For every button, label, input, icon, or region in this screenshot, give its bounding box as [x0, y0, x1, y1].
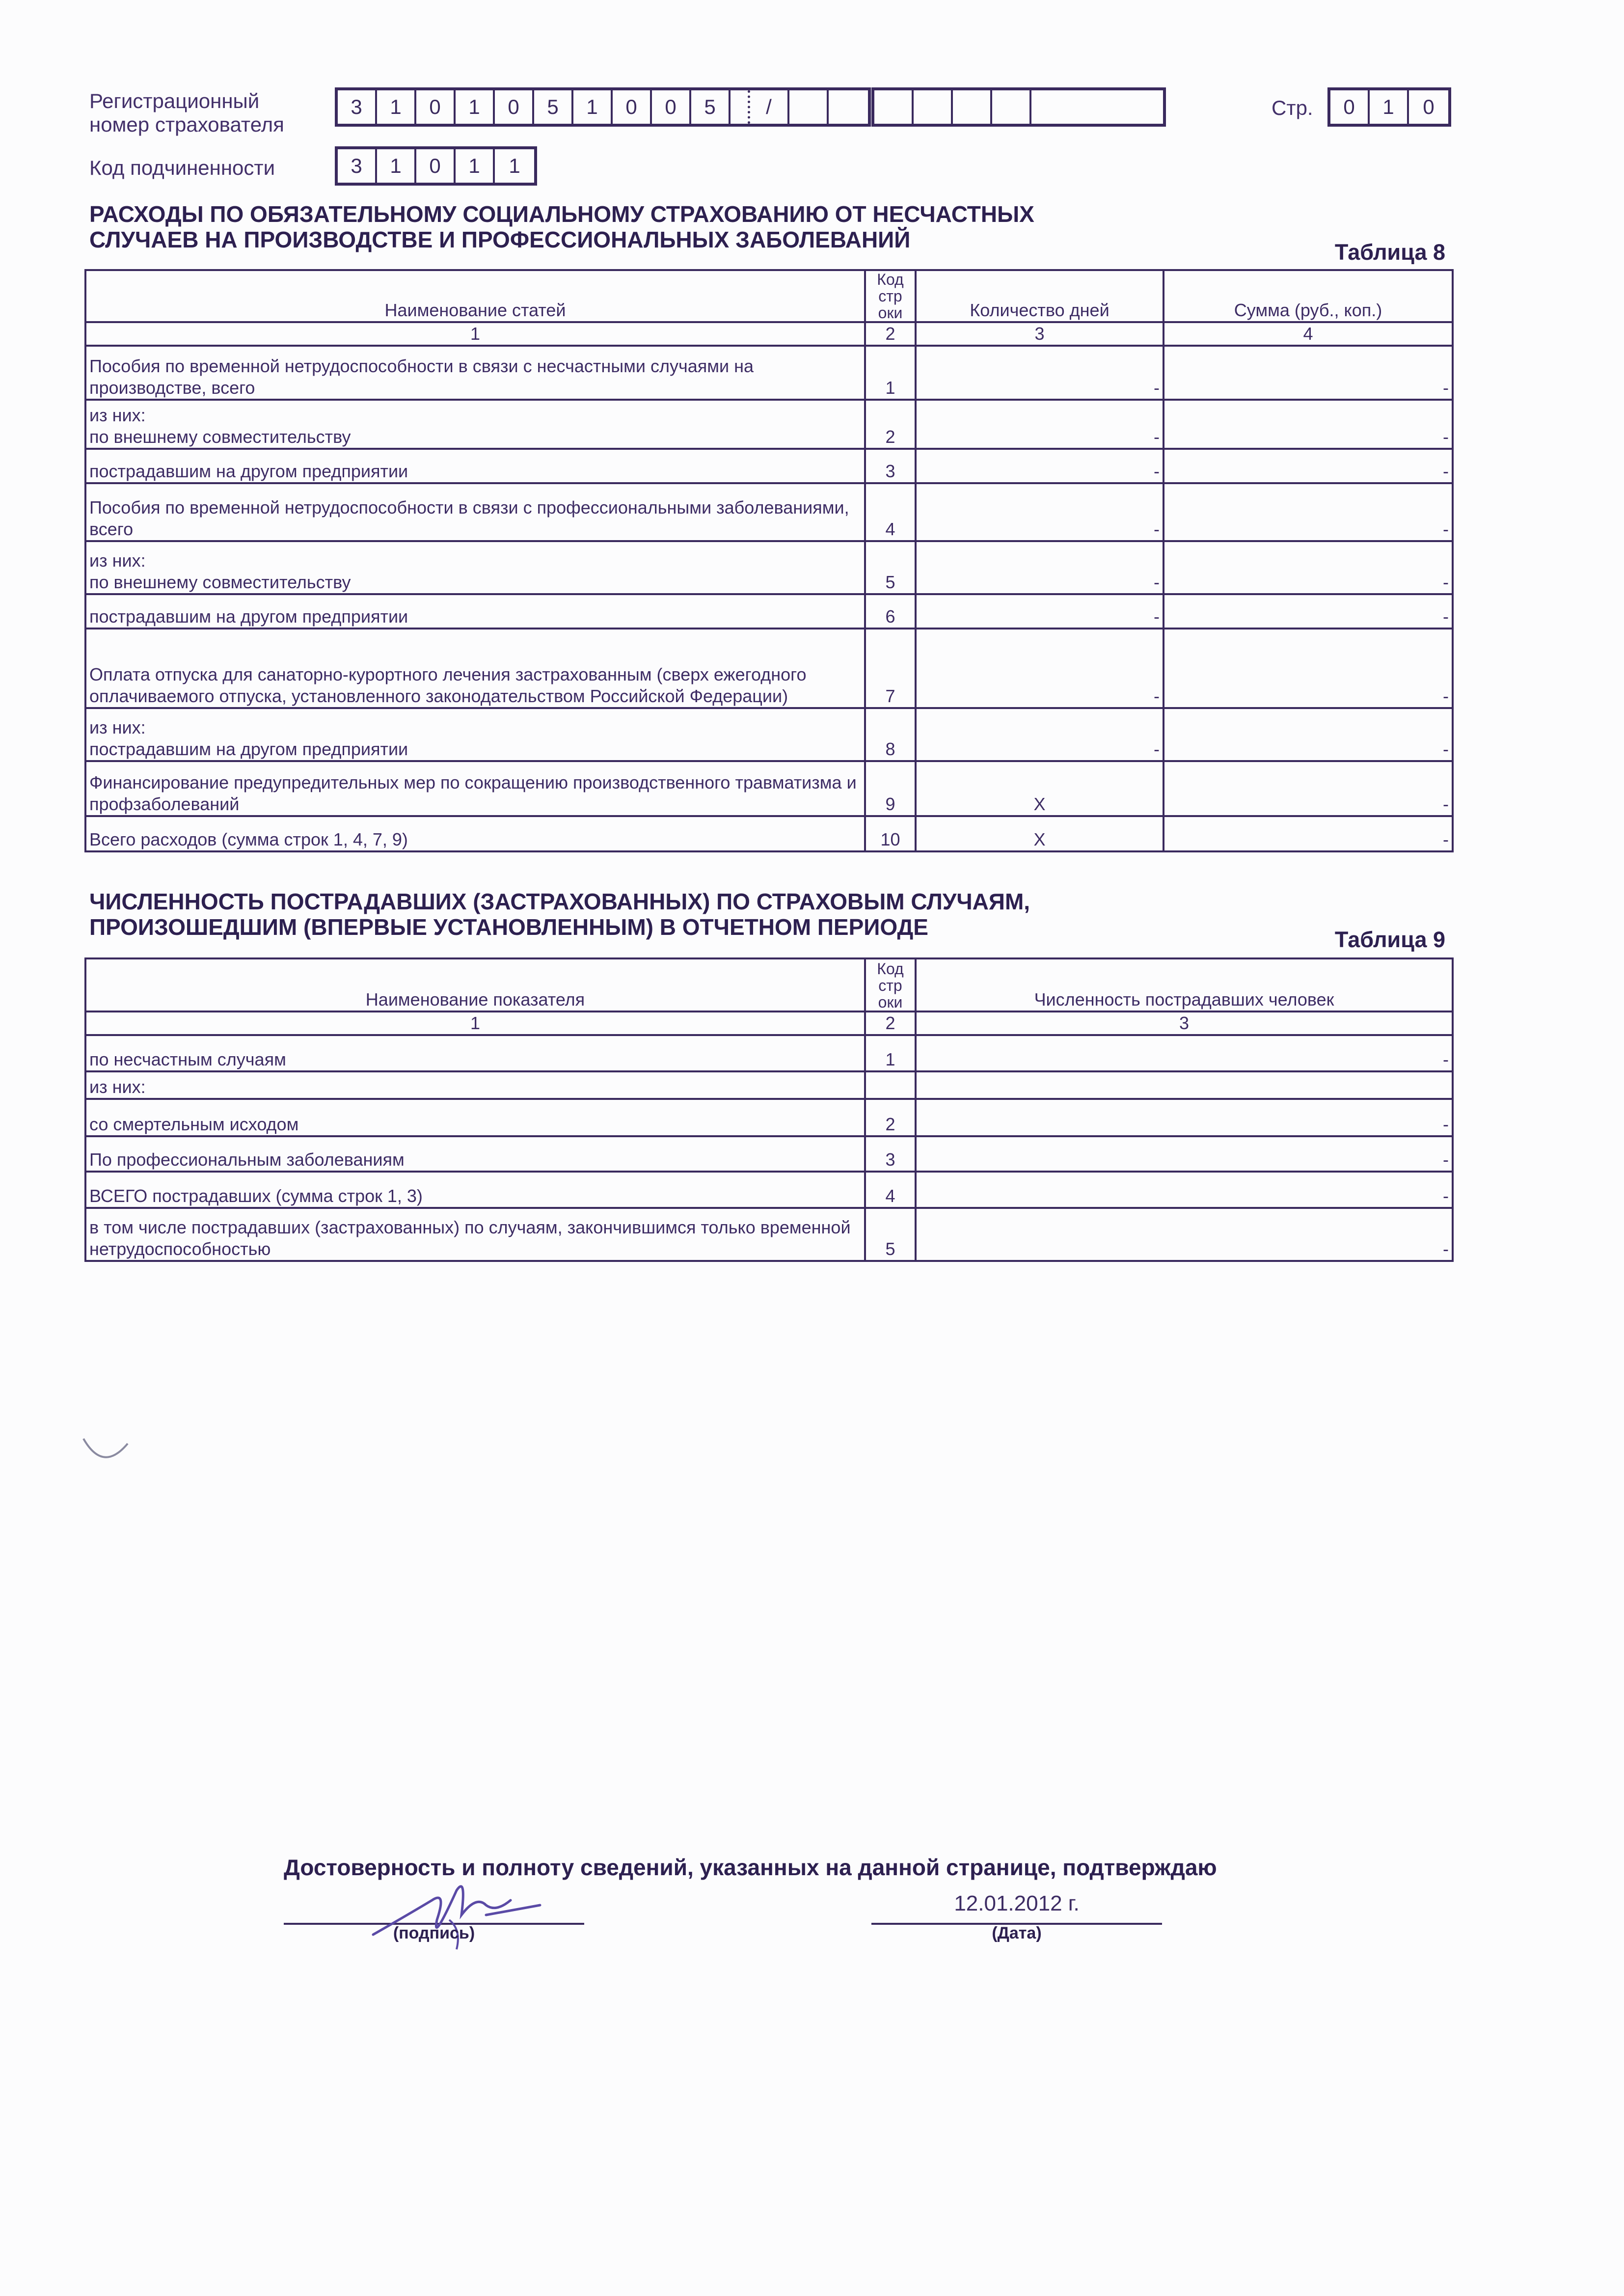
table9-row — [85, 1172, 1453, 1208]
table8-row-code: 1 — [865, 346, 916, 400]
table9-row-code: 4 — [865, 1172, 916, 1208]
table8-title — [89, 201, 1034, 252]
table8-row-code: 5 — [865, 541, 916, 594]
page-label: Стр. — [1272, 96, 1313, 119]
table9-title — [89, 889, 1030, 940]
table8-row-days: X — [916, 816, 1164, 851]
table8-row-code: 7 — [865, 629, 916, 708]
reg-digit: 3 — [338, 90, 377, 124]
reg-digit: 0 — [652, 90, 691, 124]
table8-colnum: 4 — [1164, 322, 1453, 346]
table8-row-name-line1: из них: — [89, 405, 146, 425]
date-caption: (Дата) — [992, 1924, 1042, 1942]
reg-empty-box — [992, 90, 1031, 124]
table8-header-days: Количество дней — [916, 270, 1164, 322]
table8-row-days[interactable]: - — [916, 629, 1164, 708]
table8-row-name: Всего расходов (сумма строк 1, 4, 7, 9) — [85, 816, 865, 851]
table8-row-sum[interactable]: - — [1164, 483, 1453, 541]
table9-header-row — [85, 958, 1453, 1011]
table9-row-name: По профессиональным заболеваниям — [85, 1136, 865, 1172]
sub-digit: 3 — [338, 149, 377, 183]
table8-row-days[interactable]: - — [916, 449, 1164, 483]
table8-colnum: 3 — [916, 322, 1164, 346]
table9 — [84, 957, 1454, 1262]
table8-row — [85, 594, 1453, 629]
reg-digit: 5 — [534, 90, 573, 124]
reg-digit: 1 — [377, 90, 416, 124]
table9-row — [85, 1208, 1453, 1261]
reg-empty-box — [789, 90, 829, 124]
table8-row — [85, 541, 1453, 594]
table9-colnum: 1 — [85, 1011, 865, 1035]
table8-row — [85, 449, 1453, 483]
table9-row-code — [865, 1071, 916, 1099]
table8-row-sum[interactable]: - — [1164, 629, 1453, 708]
confirmation-text: Достоверность и полноту сведений, указанных на данной странице, подтверждаю — [284, 1855, 1217, 1880]
table8-row-sum[interactable]: - — [1164, 449, 1453, 483]
table9-colnum: 2 — [865, 1011, 916, 1035]
table8-row-name — [85, 708, 865, 761]
table8-row-sum[interactable]: - — [1164, 346, 1453, 400]
reg-digit: 0 — [416, 90, 456, 124]
sub-code-label: Код подчиненности — [89, 156, 275, 179]
sub-code-boxes[interactable] — [335, 146, 537, 186]
page-number-boxes[interactable] — [1327, 87, 1451, 127]
table9-row — [85, 1035, 1453, 1071]
table8-row-days[interactable]: - — [916, 483, 1164, 541]
table9-row-code: 2 — [865, 1099, 916, 1136]
reg-empty-box — [1031, 90, 1163, 124]
reg-dotted-divider — [731, 90, 750, 124]
table8-row — [85, 761, 1453, 816]
table9-header-count: Численность пострадавших человек — [916, 958, 1453, 1011]
table8-row-name: пострадавшим на другом предприятии — [85, 449, 865, 483]
reg-label-line2: номер страхователя — [89, 113, 284, 136]
table8-row — [85, 346, 1453, 400]
table9-row-name: из них: — [85, 1071, 865, 1099]
reg-empty-box — [953, 90, 992, 124]
table9-row-code: 1 — [865, 1035, 916, 1071]
reg-digit: 1 — [573, 90, 613, 124]
table9-row-name: со смертельным исходом — [85, 1099, 865, 1136]
table9-title-line1: ЧИСЛЕННОСТЬ ПОСТРАДАВШИХ (ЗАСТРАХОВАННЫХ) ПО СТРАХОВЫМ СЛУЧАЯМ, — [89, 889, 1030, 914]
table8-row-days[interactable]: - — [916, 708, 1164, 761]
table9-row-value — [916, 1071, 1453, 1099]
table8-row-code: 10 — [865, 816, 916, 851]
table8-row — [85, 816, 1453, 851]
table8-row-code: 2 — [865, 400, 916, 449]
sub-digit: 1 — [377, 149, 416, 183]
table8-row-days: X — [916, 761, 1164, 816]
table9-colnum: 3 — [916, 1011, 1453, 1035]
table8-row-code: 6 — [865, 594, 916, 629]
table8-row-code: 3 — [865, 449, 916, 483]
table9-header-name: Наименование показателя — [85, 958, 865, 1011]
table8-colnum-row — [85, 322, 1453, 346]
table9-row — [85, 1099, 1453, 1136]
reg-separator: / — [750, 90, 789, 124]
reg-digit: 0 — [613, 90, 652, 124]
reg-digit: 0 — [495, 90, 534, 124]
table8-row-days[interactable]: - — [916, 541, 1164, 594]
page-digit: 1 — [1370, 90, 1409, 124]
table8-row-name: Оплата отпуска для санаторно-курортного лечения застрахованным (сверх ежегодного оплачиваемого отпуска, установленного законодательством Российской Федерации) — [85, 629, 865, 708]
sub-digit: 1 — [509, 154, 520, 177]
table8-row-sum[interactable]: - — [1164, 708, 1453, 761]
reg-digit: 5 — [691, 90, 731, 124]
table8-row-name: Пособия по временной нетрудоспособности в связи с несчастными случаями на производстве, всего — [85, 346, 865, 400]
table8-title-line1: РАСХОДЫ ПО ОБЯЗАТЕЛЬНОМУ СОЦИАЛЬНОМУ СТРАХОВАНИЮ ОТ НЕСЧАСТНЫХ — [89, 201, 1034, 227]
table9-row-name: в том числе пострадавших (застрахованных) по случаям, закончившимся только временной нетрудоспособностью — [85, 1208, 865, 1261]
table8-row-sum[interactable]: - — [1164, 816, 1453, 851]
table8-row-name-line1: из них: — [89, 717, 146, 738]
table9-row-code: 5 — [865, 1208, 916, 1261]
table8-row-name-line2: пострадавшим на другом предприятии — [89, 739, 408, 759]
table8 — [84, 269, 1454, 852]
page-digit: 0 — [1330, 90, 1370, 124]
reg-extra-boxes[interactable] — [871, 87, 1166, 127]
table8-row-days[interactable]: - — [916, 400, 1164, 449]
table9-number: Таблица 9 — [1334, 927, 1445, 952]
table8-row-name: пострадавшим на другом предприятии — [85, 594, 865, 629]
punch-hole-mark — [74, 1419, 137, 1473]
table8-row — [85, 483, 1453, 541]
table8-row-code: 9 — [865, 761, 916, 816]
table9-row-value[interactable]: - — [916, 1136, 1453, 1172]
sub-digit: 1 — [456, 149, 495, 183]
reg-empty-box — [914, 90, 953, 124]
table9-row — [85, 1071, 1453, 1099]
reg-empty-box — [829, 90, 868, 124]
table8-row-name-line2: по внешнему совместительству — [89, 572, 351, 592]
table8-number: Таблица 8 — [1334, 240, 1445, 265]
table9-colnum-row — [85, 1011, 1453, 1035]
table9-header-code: Код стр оки — [865, 958, 916, 1011]
table8-header-code: Код стр оки — [865, 270, 916, 322]
table8-row-name-line2: по внешнему совместительству — [89, 427, 351, 447]
sub-digit: 0 — [416, 149, 456, 183]
table9-title-line2: ПРОИЗОШЕДШИМ (ВПЕРВЫЕ УСТАНОВЛЕННЫМ) В ОТЧЕТНОМ ПЕРИОДЕ — [89, 914, 928, 940]
table8-header-row — [85, 270, 1453, 322]
signature-caption: (подпись) — [393, 1924, 475, 1942]
table8-header-name: Наименование статей — [85, 270, 865, 322]
page-digit: 0 — [1423, 95, 1435, 118]
reg-number-boxes[interactable] — [335, 87, 871, 127]
table8-row-name: Финансирование предупредительных мер по сокращению производственного травматизма и профзаболеваний — [85, 761, 865, 816]
table8-row-name: Пособия по временной нетрудоспособности в связи с профессиональными заболеваниями, всего — [85, 483, 865, 541]
table8-row-code: 4 — [865, 483, 916, 541]
table8-row-name — [85, 400, 865, 449]
table8-row-days[interactable]: - — [916, 594, 1164, 629]
table8-header-sum: Сумма (руб., коп.) — [1164, 270, 1453, 322]
date-value[interactable]: 12.01.2012 г. — [954, 1891, 1080, 1915]
table9-row-name: по несчастным случаям — [85, 1035, 865, 1071]
table9-row-value[interactable]: - — [916, 1035, 1453, 1071]
table8-row-code: 8 — [865, 708, 916, 761]
reg-label-line1: Регистрационный — [89, 89, 260, 112]
table8-row-name-line1: из них: — [89, 550, 146, 571]
table8-colnum: 2 — [865, 322, 916, 346]
table9-row — [85, 1136, 1453, 1172]
table8-row-sum[interactable]: - — [1164, 594, 1453, 629]
table9-row-value[interactable]: - — [916, 1172, 1453, 1208]
table8-row-sum[interactable]: - — [1164, 761, 1453, 816]
table8-row — [85, 400, 1453, 449]
table9-row-code: 3 — [865, 1136, 916, 1172]
table9-row-value[interactable]: - — [916, 1208, 1453, 1261]
reg-digit: 1 — [456, 90, 495, 124]
reg-number-label — [89, 89, 284, 137]
table8-row-sum[interactable]: - — [1164, 541, 1453, 594]
table9-row-value[interactable]: - — [916, 1099, 1453, 1136]
table8-row-sum[interactable]: - — [1164, 400, 1453, 449]
reg-empty-box — [874, 90, 914, 124]
table8-row — [85, 708, 1453, 761]
table9-row-name: ВСЕГО пострадавших (сумма строк 1, 3) — [85, 1172, 865, 1208]
table8-row-days[interactable]: - — [916, 346, 1164, 400]
table8-colnum: 1 — [85, 322, 865, 346]
table8-row — [85, 629, 1453, 708]
table8-title-line2: СЛУЧАЕВ НА ПРОИЗВОДСТВЕ И ПРОФЕССИОНАЛЬНЫХ ЗАБОЛЕВАНИЙ — [89, 227, 911, 252]
table8-row-name — [85, 541, 865, 594]
